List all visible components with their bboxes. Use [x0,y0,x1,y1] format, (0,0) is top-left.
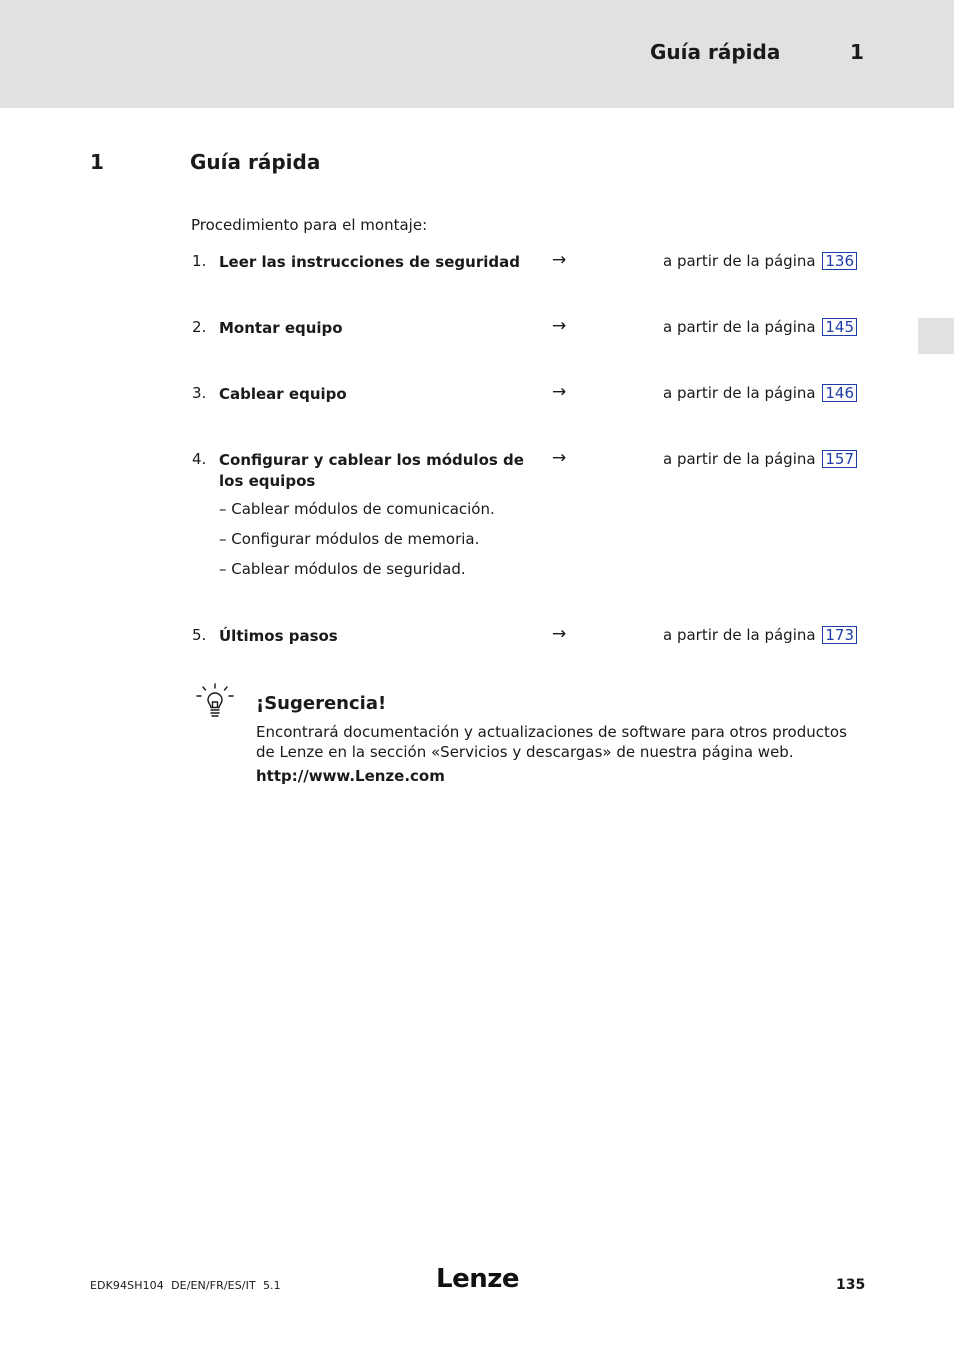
step-2 [0,318,954,358]
tip-url-link[interactable]: http://www.Lenze.com [256,767,445,785]
intro-text: Procedimiento para el montaje: [191,216,428,234]
step-1 [0,252,954,292]
step-title: Leer las instrucciones de seguridad [219,253,520,271]
page-link-145[interactable]: 145 [822,318,857,336]
step-number: 5. [192,626,207,644]
sub-item: – Configurar módulos de memoria. [219,530,480,548]
footer-page-number: 135 [836,1277,866,1293]
step-reference-label: a partir de la página [663,450,816,468]
step-title: Cablear equipo [219,385,347,403]
step-4 [0,450,954,490]
step-3 [0,384,954,424]
tip-text: Encontrará documentación y actualizaciones de software para otros productos de Lenze en la sección «Servicios y descargas» de nuestra página web. [256,723,847,761]
step-reference-label: a partir de la página [663,626,816,644]
step-reference [663,626,857,644]
footer-doc-code: EDK94SH104 DE/EN/FR/ES/IT 5.1 [90,1279,281,1292]
tip-title: ¡Sugerencia! [256,693,387,714]
page-link-136[interactable]: 136 [822,252,857,270]
arrow-right-icon: → [552,624,567,644]
step-number: 3. [192,384,207,402]
step-number: 1. [192,252,207,270]
step-reference-label: a partir de la página [663,384,816,402]
arrow-right-icon: → [552,382,567,402]
step-reference [663,252,857,270]
step-5 [0,626,954,666]
step-title: Últimos pasos [219,627,338,645]
step-reference [663,450,857,468]
step-number: 2. [192,318,207,336]
sub-item: – Cablear módulos de seguridad. [219,560,466,578]
step-title: Configurar y cablear los módulos de los equipos [219,451,524,490]
arrow-right-icon: → [552,316,567,336]
header-chapter-number: 1 [850,40,864,64]
step-title: Montar equipo [219,319,343,337]
step-reference-label: a partir de la página [663,318,816,336]
header-band [0,0,954,108]
sub-item: – Cablear módulos de comunicación. [219,500,495,518]
step-reference [663,384,857,402]
page-link-157[interactable]: 157 [822,450,857,468]
step-reference [663,318,857,336]
step-number: 4. [192,450,207,468]
arrow-right-icon: → [552,448,567,468]
page-link-173[interactable]: 173 [822,626,857,644]
section-title: Guía rápida [190,150,321,174]
section-number: 1 [90,150,104,174]
page-link-146[interactable]: 146 [822,384,857,402]
step-reference-label: a partir de la página [663,252,816,270]
lightbulb-icon [194,683,236,723]
arrow-right-icon: → [552,250,567,270]
header-title: Guía rápida [650,40,781,64]
lenze-logo: Lenze [436,1264,519,1294]
